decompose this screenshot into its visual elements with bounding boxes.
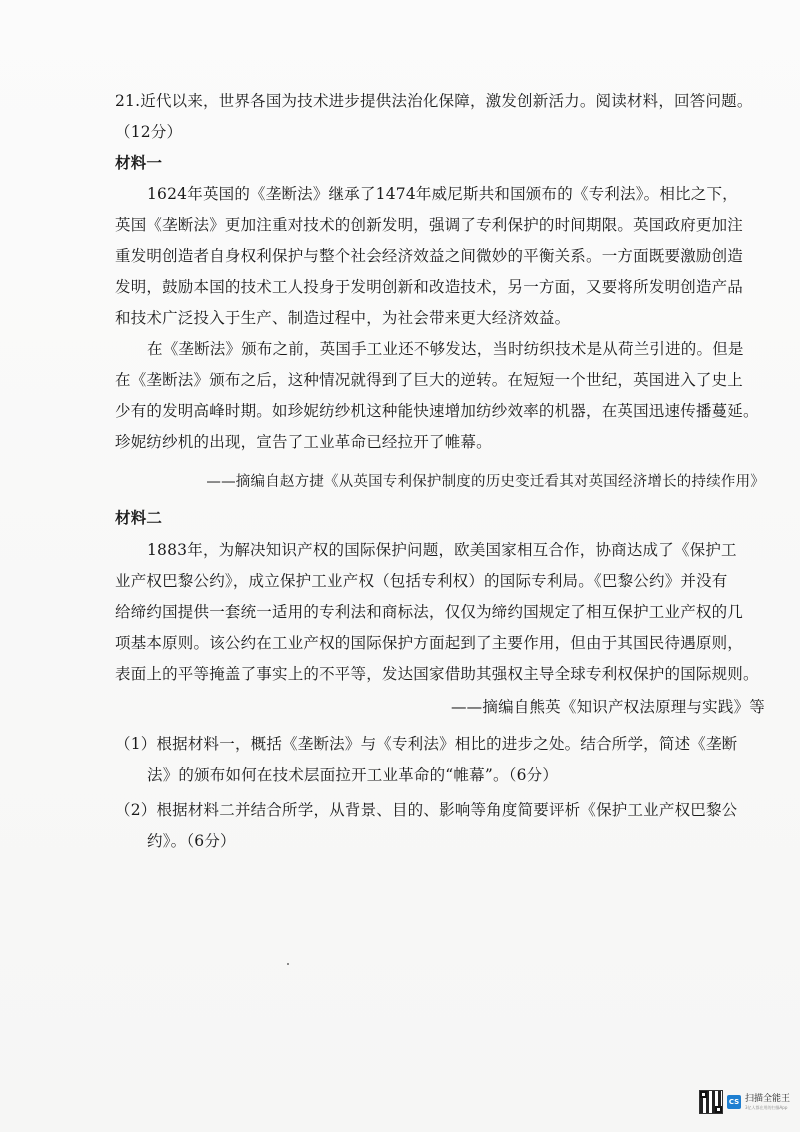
material2-heading: 材料二 (115, 509, 163, 527)
material1-para1-line: 和技术广泛投入于生产、制造过程中，为社会带来更大经济效益。 (115, 309, 571, 327)
material1-para2-line: 在《垄断法》颁布之前，英国手工业还不够发达，当时纺织技术是从荷兰引进的。但是 (147, 340, 744, 358)
material1-heading: 材料一 (115, 154, 163, 172)
material1-source: ——摘编自赵方捷《从英国专利保护制度的历史变迁看其对英国经济增长的持续作用》 (206, 474, 765, 490)
material2-para-line: 表面上的平等掩盖了事实上的不平等，发达国家借助其强权主导全球专利权保护的国际规则。 (115, 665, 759, 683)
qr-code-icon (699, 1090, 723, 1114)
scanner-badge-text (745, 1095, 790, 1110)
subquestion-1-line: （1）根据材料一，概括《垄断法》与《专利法》相比的进步之处。结合所学，简述《垄断 (115, 735, 738, 753)
material2-para-line: 项基本原则。该公约在工业产权的国际保护方面起到了主要作用，但由于其国民待遇原则， (115, 634, 744, 652)
scan-speck (287, 963, 289, 965)
question-score: （12分） (115, 123, 183, 141)
material2-source: ——摘编自熊英《知识产权法原理与实践》等 (450, 698, 765, 716)
camscanner-logo-icon: CS (727, 1095, 741, 1109)
material1-para2-line: 少有的发明高峰时期。如珍妮纺纱机这种能快速增加纺纱效率的机器，在英国迅速传播蔓延。 (115, 402, 759, 420)
scanner-badge-subtitle: 3亿人都在用的扫描App (745, 1104, 788, 1110)
material2-para-line: 给缔约国提供一套统一适用的专利法和商标法，仅仅为缔约国规定了相互保护工业产权的几 (115, 603, 744, 621)
material2-para-line: 业产权巴黎公约》，成立保护工业产权（包括专利权）的国际专利局。《巴黎公约》并没有 (115, 572, 728, 590)
subquestion-2-line: 约》。（6分） (147, 832, 236, 850)
scanner-badge-title: 扫描全能王 (745, 1093, 791, 1104)
material1-para1-line: 英国《垄断法》更加注重对技术的创新发明，强调了专利保护的时间期限。英国政府更加注 (115, 216, 744, 234)
material1-para2-line: 珍妮纺纱机的出现，宣告了工业革命已经拉开了帷幕。 (115, 433, 492, 451)
material2-para-line: 1883年，为解决知识产权的国际保护问题，欧美国家相互合作，协商达成了《保护工 (147, 541, 737, 559)
material1-para2-line: 在《垄断法》颁布之后，这种情况就得到了巨大的逆转。在短短一个世纪，英国进入了史上 (115, 371, 744, 389)
question-stem: 21.近代以来，世界各国为技术进步提供法治化保障，激发创新活力。阅读材料，回答问题。 (115, 92, 753, 110)
subquestion-1-line: 法》的颁布如何在技术层面拉开工业革命的“帷幕”。（6分） (147, 766, 559, 784)
material1-para1-line: 发明，鼓励本国的技术工人投身于发明创新和改造技术，另一方面，又要将所发明创造产品 (115, 278, 744, 296)
material1-para1-line: 1624年英国的《垄断法》继承了1474年威尼斯共和国颁布的《专利法》。相比之下， (147, 185, 738, 203)
scanner-badge (699, 1087, 793, 1117)
material1-para1-line: 重发明创造者自身权利保护与整个社会经济效益之间微妙的平衡关系。一方面既要激励创造 (115, 247, 744, 265)
subquestion-2-line: （2）根据材料二并结合所学，从背景、目的、影响等角度简要评析《保护工业产权巴黎公 (115, 801, 738, 819)
